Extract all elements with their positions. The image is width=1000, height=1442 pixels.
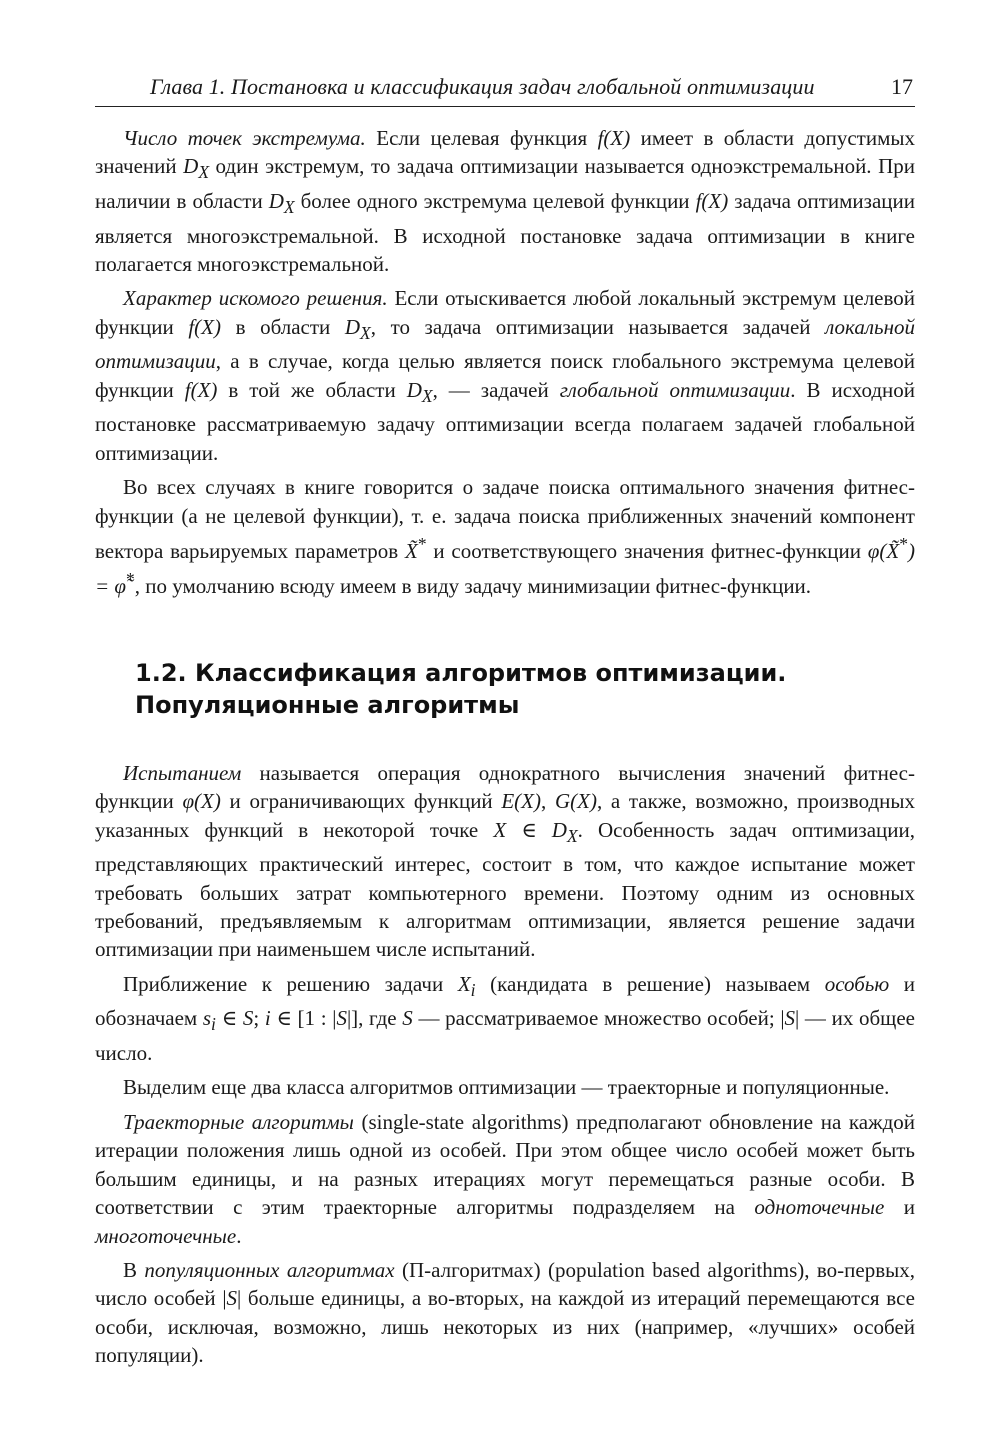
section-heading: [95, 657, 915, 721]
paragraph-trial: Испытанием называется операция однократного вычисления значений фитнес-функции φ(X) и ограничивающих функций E(X), G(X), а также, возможно, производных указанных функций в некоторой точке X ∈ $D_X$. Особенность задач оптимизации, представляющих практический интерес, состоит в том, что каждое испытание может требовать больших затрат компьютерного времени. Поэтому одним из основных требований, предъявляемым к алгоритмам оптимизации, является решение задачи оптимизации при наименьшем числе испытаний.: [95, 760, 916, 962]
page-number: 17: [891, 74, 913, 99]
running-title: Глава 1. Постановка и классификация задач глобальной оптимизации: [150, 74, 815, 99]
term-single-point: одноточечные: [754, 1195, 885, 1220]
term-extremum-count: Число точек экстремума.: [123, 126, 366, 150]
paragraph-extremum-count: Число точек экстремума. Если целевая функция f(X) имеет в области допустимых значений $D_X$ один экстремум, то задача оптимизации называется одноэкстремальной. При наличии в области $D_X$ более одного экстремума целевой функции f(X) задача оптимизации является многоэкстремальной. В исходной постановке задача оптимизации в книге полагается многоэкстремальной.: [95, 126, 915, 276]
page-body: [95, 124, 915, 1376]
term-solution-character: Характер искомого решения.: [123, 286, 388, 311]
term-trajectory-algorithms: Траекторные алгоритмы: [123, 1109, 354, 1134]
term-trial: Испытанием: [123, 760, 242, 785]
paragraph-fitness: Во всех случаях в книге говорится о задаче поиска оптимального значения фитнес-функции (а не целевой функции), т. е. задача поиска приближенных значений компонент вектора варьируемых параметров X̃* и соответствующего значения фитнес-функции φ(X̃*) = φ̃*, по умолчанию всюду имеем в виду задачу минимизации фитнес-функции.: [95, 475, 915, 599]
term-individual: особью: [824, 971, 890, 996]
running-header: [95, 74, 915, 107]
term-population-algorithms: популяционных алгоритмах: [144, 1257, 395, 1282]
section-heading-line-1: 1.2. Классификация алгоритмов оптимизации.: [135, 658, 787, 687]
term-local-optimization: локальной оптимизации: [95, 314, 915, 374]
term-multi-point: многоточечные: [95, 1223, 237, 1248]
section-heading-line-2: Популяционные алгоритмы: [135, 690, 520, 719]
paragraph-individual: Приближение к решению задачи $X_i$ (кандидата в решение) называем особью и обозначаем $s_i$ ∈ S; i ∈ [1 : |S|], где S — рассматриваемое множество особей; |S| — их общее число.: [95, 971, 915, 1066]
paragraph-two-classes: Выделим еще два класса алгоритмов оптимизации — траекторные и популяционные.: [123, 1075, 890, 1100]
paragraph-solution-character: Характер искомого решения. Если отыскивается любой локальный экстремум целевой функции f(X) в области $D_X$, то задача оптимизации называется задачей локальной оптимизации, а в случае, когда целью является поиск глобального экстремума целевой функции f(X) в той же области $D_X$, — задачей глобальной оптимизации. В исходной постановке рассматриваемую задачу оптимизации всегда полагаем задачей глобальной оптимизации.: [95, 286, 916, 465]
paragraph-trajectory: Траекторные алгоритмы (single-state algorithms) предполагают обновление на каждой итерации положения лишь одной из особей. При этом общее число особей может быть большим единицы, и на разных итерациях могут перемещаться разные особи. В соответствии с этим траекторные алгоритмы подразделяем на одноточечные и многоточечные.: [95, 1109, 915, 1248]
paragraph-population: В популяционных алгоритмах (П-алгоритмах) (population based algorithms), во-первых, число особей |S| больше единицы, а во-вторых, на каждой из итераций перемещаются все особи, исключая, возможно, лишь некоторых из них (например, «лучших» особей популяции).: [95, 1257, 915, 1368]
term-global-optimization: глобальной оптимизации: [559, 377, 791, 402]
